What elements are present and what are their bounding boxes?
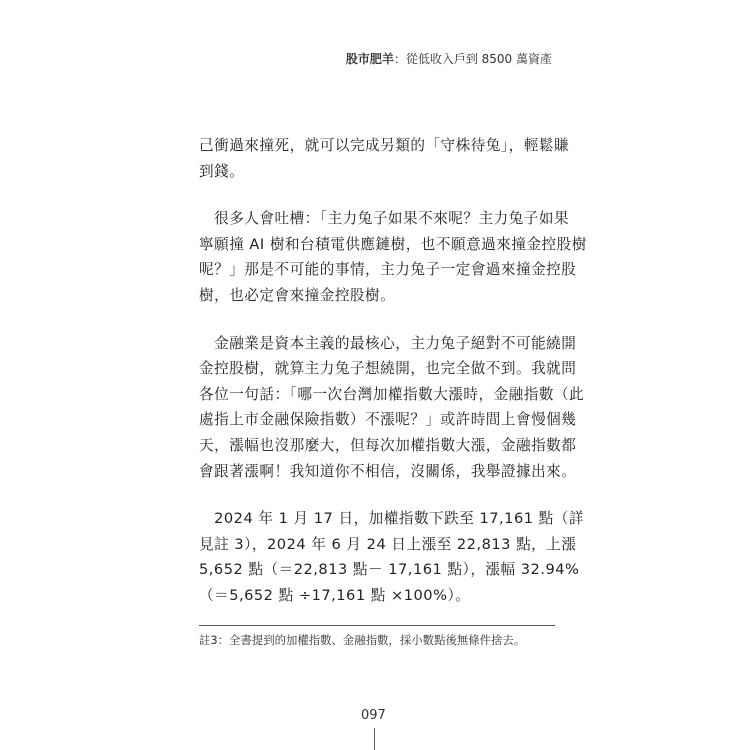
text-line: 2024 年 1 月 17 日，加權指數下跌至 17,161 點（詳 [199, 510, 584, 528]
text-line: 金控股樹，就算主力兔子想繞開，也完全做不到。我就問 [199, 360, 577, 378]
text-line: 到錢。 [199, 162, 245, 180]
text-line: 5,652 點（＝22,813 點－ 17,161 點），漲幅 32.94% [199, 561, 580, 579]
text-line: 各位一句話：「哪一次台灣加權指數大漲時，金融指數（此 [199, 385, 585, 403]
paragraph-3 [199, 331, 585, 485]
book-subtitle: ：從低收入戶到 8500 萬資產 [393, 52, 552, 66]
text-line: 呢？」那是不可能的事情，主力兔子一定會過來撞金控股 [199, 261, 577, 279]
text-line: 處指上市金融保險指數）不漲呢？」或許時間上會慢個幾 [199, 411, 577, 429]
running-header [346, 50, 552, 67]
body-text [199, 133, 587, 631]
paragraph-1 [199, 133, 570, 184]
paragraph-2 [199, 206, 587, 308]
text-line: 樹，也必定會來撞金控股樹。 [199, 286, 396, 304]
footnote: 註3：全書提到的加權指數、金融指數，採小數點後無條件捨去。 [199, 633, 526, 647]
paragraph-4 [199, 506, 584, 608]
text-line: 會跟著漲啊！我知道你不相信，沒關係，我舉證據出來。 [199, 462, 577, 480]
text-line: 見註 3），2024 年 6 月 24 日上漲至 22,813 點，上漲 [199, 535, 577, 553]
page-number-rule [374, 728, 375, 750]
book-title: 股市肥羊 [345, 52, 394, 66]
text-line: 己衝過來撞死，就可以完成另類的「守株待兔」，輕鬆賺 [199, 137, 570, 154]
text-line: 金融業是資本主義的最核心，主力兔子絕對不可能繞開 [199, 334, 577, 352]
footnote-divider [199, 625, 555, 626]
page-number: 097 [361, 708, 386, 723]
text-line: （＝5,652 點 ÷17,161 點 ×100%）。 [199, 586, 471, 604]
text-line: 很多人會吐槽：「主力兔子如果不來呢？主力兔子如果 [199, 210, 570, 228]
text-line: 寧願撞 AI 樹和台積電供應鏈樹，也不願意過來撞金控股樹 [199, 235, 587, 253]
text-line: 天，漲幅也沒那麼大，但每次加權指數大漲，金融指數都 [199, 436, 577, 454]
